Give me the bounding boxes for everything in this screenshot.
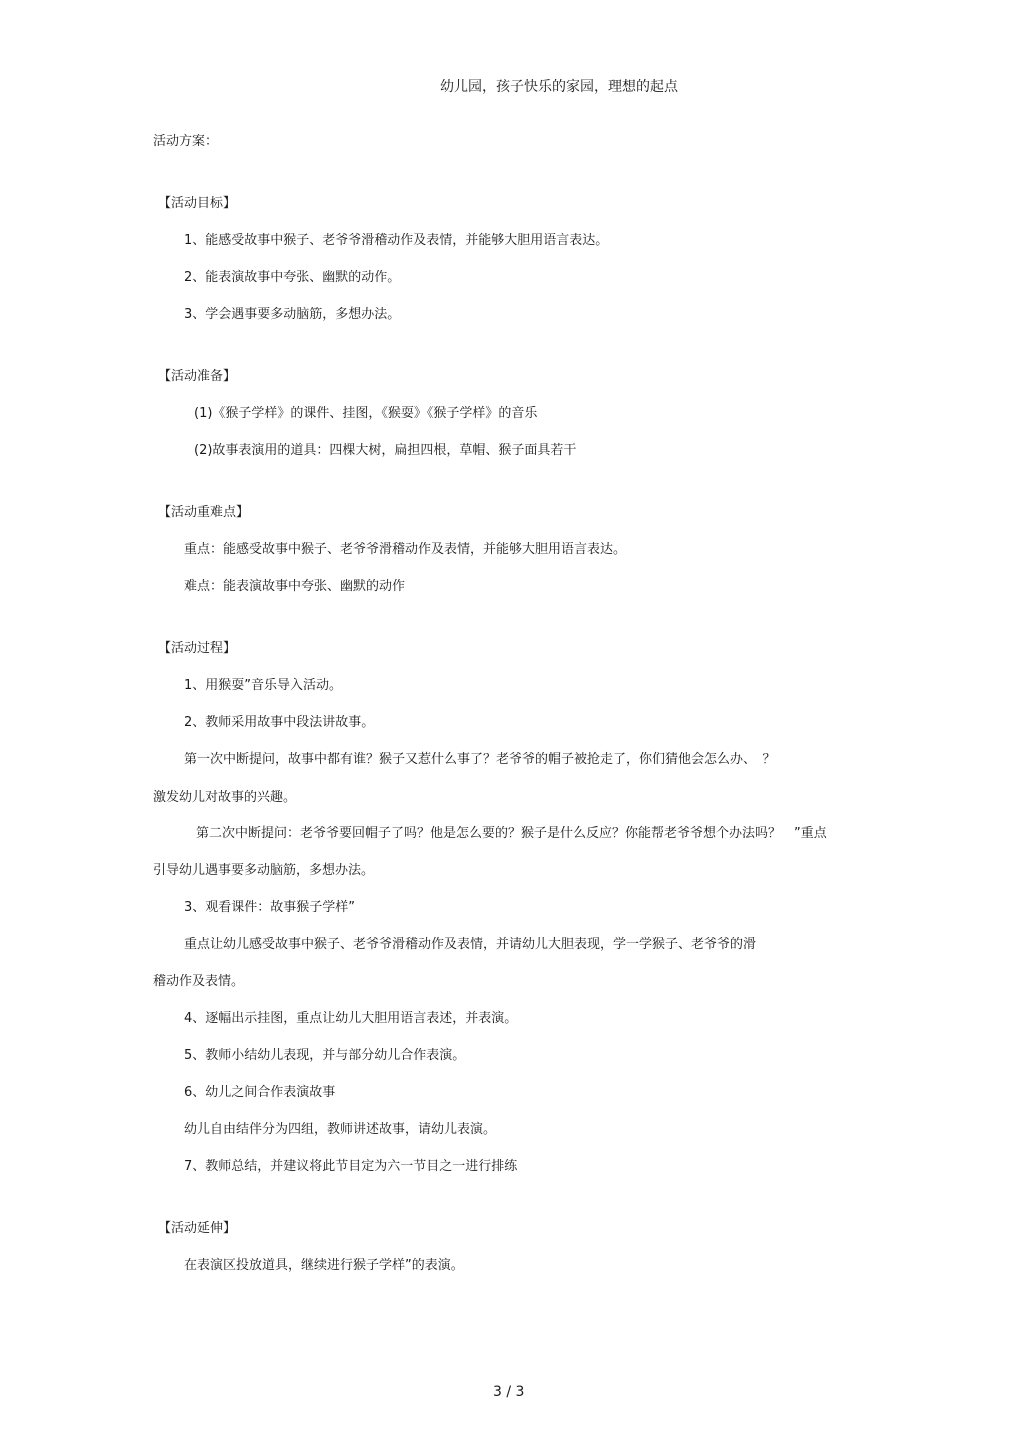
process-line: 4、逐幅出示挂图，重点让幼儿大胆用语言表述，并表演。 xyxy=(184,1011,518,1026)
page-header: 幼儿园，孩子快乐的家园，理想的起点 xyxy=(440,79,678,95)
goal-item: 2、能表演故事中夸张、幽默的动作。 xyxy=(184,270,401,285)
process-line: 6、幼儿之间合作表演故事 xyxy=(184,1085,336,1100)
section-heading-process: 【活动过程】 xyxy=(158,641,237,656)
process-line: 幼儿自由结伴分为四组，教师讲述故事，请幼儿表演。 xyxy=(184,1122,497,1137)
key-point-item: 难点：能表演故事中夸张、幽默的动作 xyxy=(184,579,406,594)
key-point-item: 重点：能感受故事中猴子、老爷爷滑稽动作及表情，并能够大胆用语言表达。 xyxy=(184,542,627,557)
goal-item: 3、学会遇事要多动脑筋，多想办法。 xyxy=(184,307,401,322)
section-heading-goals: 【活动目标】 xyxy=(158,196,237,211)
process-line: 3、观看课件：故事猴子学样” xyxy=(184,900,356,915)
process-line: 激发幼儿对故事的兴趣。 xyxy=(153,790,297,805)
preparation-item: (2)故事表演用的道具：四棵大树，扁担四根，草帽、猴子面具若干 xyxy=(194,443,577,458)
process-line: 第一次中断提问，故事中都有谁？猴子又惹什么事了？老爷爷的帽子被抢走了，你们猜他会怎么办、 ？ xyxy=(184,752,776,767)
section-heading-extension: 【活动延伸】 xyxy=(158,1221,237,1236)
process-line: 引导幼儿遇事要多动脑筋，多想办法。 xyxy=(153,863,375,878)
process-line: 2、教师采用故事中段法讲故事。 xyxy=(184,715,375,730)
section-heading-key-points: 【活动重难点】 xyxy=(158,505,250,520)
intro-label: 活动方案： xyxy=(153,134,219,149)
section-heading-preparation: 【活动准备】 xyxy=(158,369,237,384)
extension-item: 在表演区投放道具，继续进行猴子学样”的表演。 xyxy=(184,1258,464,1273)
process-line: 5、教师小结幼儿表现，并与部分幼儿合作表演。 xyxy=(184,1048,466,1063)
process-line: 1、用猴耍”音乐导入活动。 xyxy=(184,678,343,693)
process-line: 重点让幼儿感受故事中猴子、老爷爷滑稽动作及表情，并请幼儿大胆表现，学一学猴子、老爷爷的滑 xyxy=(184,937,757,952)
goal-item: 1、能感受故事中猴子、老爷爷滑稽动作及表情，并能够大胆用语言表达。 xyxy=(184,233,609,248)
preparation-item: (1)《猴子学样》的课件、挂图，《猴耍》《猴子学样》的音乐 xyxy=(194,406,538,421)
process-line: 7、教师总结，并建议将此节目定为六一节目之一进行排练 xyxy=(184,1159,518,1174)
page-number: 3 / 3 xyxy=(493,1384,525,1400)
process-line: 稽动作及表情。 xyxy=(153,974,245,989)
process-line: 第二次中断提问：老爷爷要回帽子了吗？他是怎么要的？猴子是什么反应？你能帮老爷爷想个办法吗？ ”重点 xyxy=(196,826,827,841)
